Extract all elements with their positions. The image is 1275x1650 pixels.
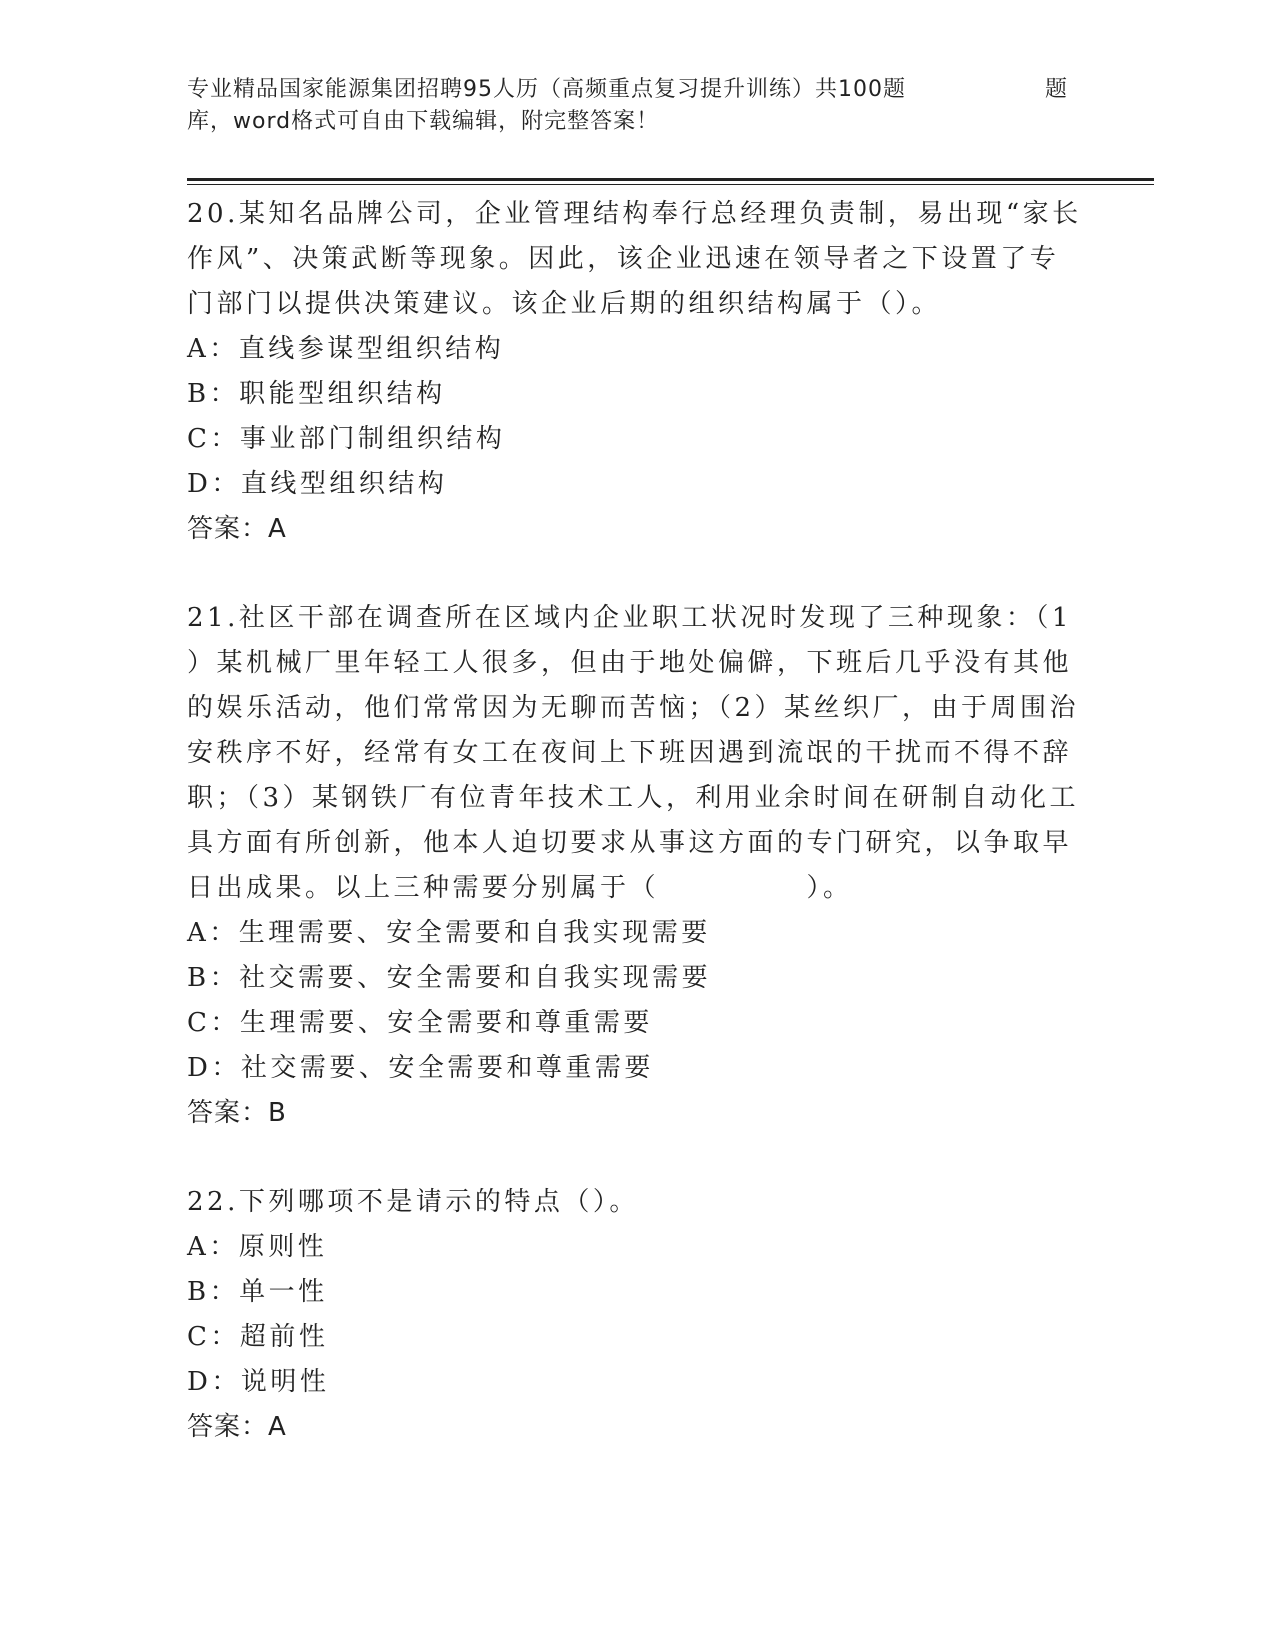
option-list bbox=[187, 327, 1087, 507]
option-c: C：事业部门制组织结构 bbox=[187, 424, 506, 454]
header-line-1 bbox=[187, 74, 1067, 106]
answer-label: 答案：A bbox=[187, 514, 287, 544]
answer-label: 答案：A bbox=[187, 1412, 287, 1442]
option-a: A：原则性 bbox=[187, 1232, 328, 1262]
option-a: A：直线参谋型组织结构 bbox=[187, 334, 505, 364]
option-b: B：职能型组织结构 bbox=[187, 379, 446, 409]
question-stem bbox=[187, 1180, 1087, 1225]
stem-line: 20.某知名品牌公司，企业管理结构奉行总经理负责制，易出现“家长 bbox=[187, 199, 1082, 229]
question-list bbox=[187, 192, 1087, 1494]
header-divider-thick bbox=[187, 178, 1154, 181]
question-stem bbox=[187, 596, 1087, 911]
stem-line: 日出成果。以上三种需要分别属于（ ）。 bbox=[187, 873, 853, 903]
question-21 bbox=[187, 596, 1087, 1136]
question-stem bbox=[187, 192, 1087, 327]
stem-line: 作风”、决策武断等现象。因此，该企业迅速在领导者之下设置了专 bbox=[187, 244, 1060, 274]
option-c: C：超前性 bbox=[187, 1322, 329, 1352]
stem-line: 21.社区干部在调查所在区域内企业职工状况时发现了三种现象：（1 bbox=[187, 603, 1072, 633]
header-title-tail: 题 bbox=[1045, 77, 1069, 102]
stem-line: 职；（3）某钢铁厂有位青年技术工人，利用业余时间在研制自动化工 bbox=[187, 783, 1080, 813]
question-22 bbox=[187, 1180, 1087, 1450]
stem-line: 门部门以提供决策建议。该企业后期的组织结构属于（）。 bbox=[187, 289, 942, 319]
answer-label: 答案：B bbox=[187, 1098, 287, 1128]
stem-line: 具方面有所创新，他本人迫切要求从事这方面的专门研究，以争取早 bbox=[187, 828, 1073, 858]
page-header bbox=[187, 74, 1067, 138]
option-d: D：社交需要、安全需要和尊重需要 bbox=[187, 1053, 654, 1083]
header-line-2: 库，word格式可自由下载编辑，附完整答案！ bbox=[187, 109, 660, 134]
header-title: 专业精品国家能源集团招聘95人历（高频重点复习提升训练）共100题 bbox=[187, 77, 906, 102]
option-d: D：直线型组织结构 bbox=[187, 469, 448, 499]
stem-line: 安秩序不好，经常有女工在夜间上下班因遇到流氓的干扰而不得不辞 bbox=[187, 738, 1073, 768]
stem-line: 22.下列哪项不是请示的特点（）。 bbox=[187, 1187, 639, 1217]
option-b: B：社交需要、安全需要和自我实现需要 bbox=[187, 963, 712, 993]
option-a: A：生理需要、安全需要和自我实现需要 bbox=[187, 918, 711, 948]
option-d: D：说明性 bbox=[187, 1367, 330, 1397]
option-list bbox=[187, 911, 1087, 1091]
option-list bbox=[187, 1225, 1087, 1405]
header-divider-thin bbox=[187, 184, 1154, 185]
question-20 bbox=[187, 192, 1087, 552]
stem-line: ）某机械厂里年轻工人很多，但由于地处偏僻，下班后几乎没有其他 bbox=[187, 648, 1073, 678]
stem-line: 的娱乐活动，他们常常因为无聊而苦恼；（2）某丝织厂，由于周围治 bbox=[187, 693, 1080, 723]
option-b: B：单一性 bbox=[187, 1277, 328, 1307]
option-c: C：生理需要、安全需要和尊重需要 bbox=[187, 1008, 653, 1038]
